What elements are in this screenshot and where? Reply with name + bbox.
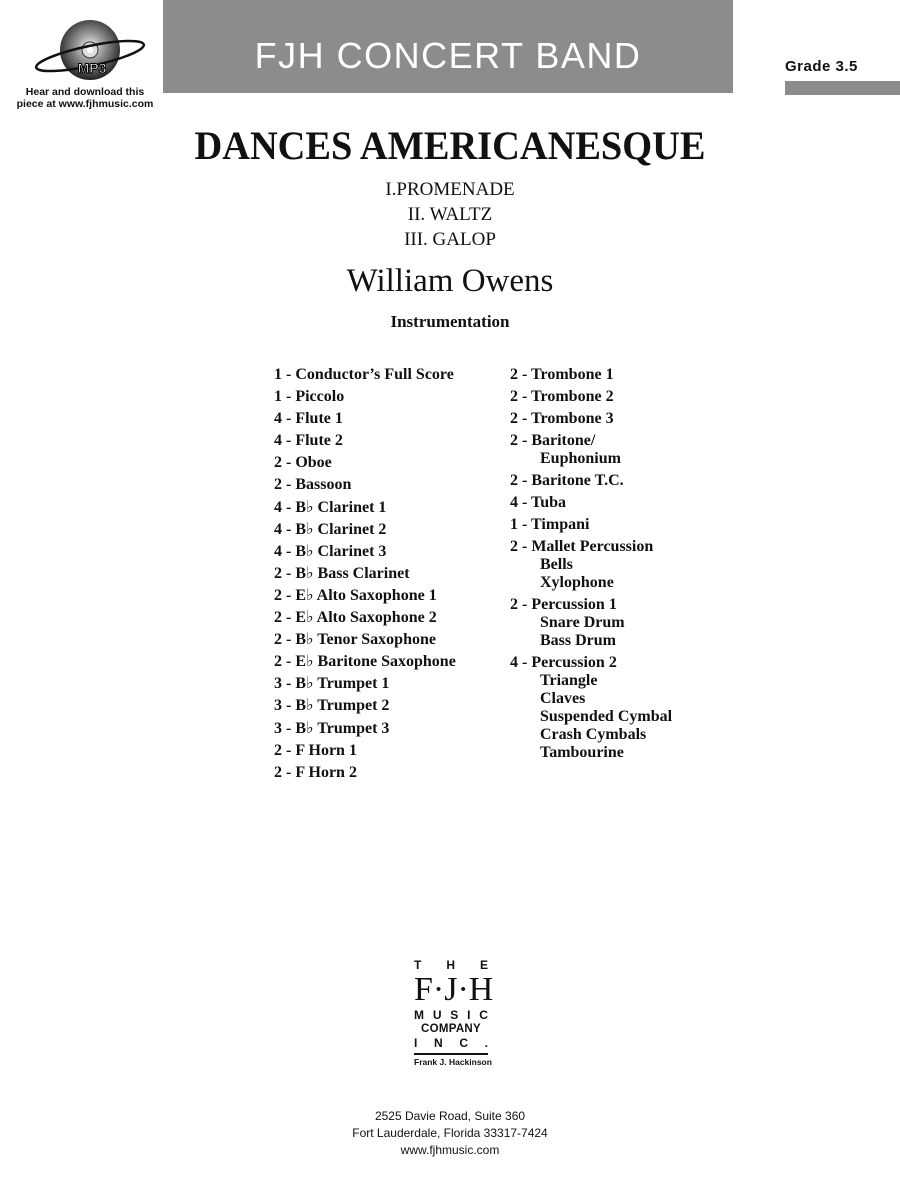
grade-label: Grade 3.5 <box>785 58 858 75</box>
instrument-subitem: Tambourine <box>540 744 624 761</box>
series-banner <box>163 0 733 93</box>
instrument-item: 1 - Conductor’s Full Score <box>274 366 454 383</box>
instrument-item: 2 - Baritone T.C. <box>510 472 624 489</box>
logo-rule <box>414 1053 488 1055</box>
movement-3: III. GALOP <box>404 229 496 250</box>
instrument-item: 3 - B♭ Trumpet 3 <box>274 719 390 737</box>
movement-2: II. WALTZ <box>407 204 493 225</box>
mp3-label: MP3 <box>77 60 107 76</box>
instrument-item: 2 - Trombone 1 <box>510 366 614 383</box>
work-title: DANCES AMERICANESQUE <box>194 123 706 168</box>
address-website: www.fjhmusic.com <box>400 1143 500 1157</box>
instrument-group <box>510 538 740 594</box>
instrument-item: 4 - B♭ Clarinet 1 <box>274 498 387 516</box>
instrument-group <box>510 492 740 514</box>
instrument-item: 2 - Oboe <box>274 454 332 472</box>
instrument-group <box>510 514 740 536</box>
instrument-item: 2 - Trombone 2 <box>510 388 614 405</box>
instrument-item: 3 - B♭ Trumpet 2 <box>274 697 390 715</box>
instrument-item: 2 - Trombone 3 <box>510 410 614 427</box>
logo-founder: Frank J. Hackinson <box>414 1057 492 1067</box>
instrument-subitem: Snare Drum <box>540 614 625 631</box>
instrumentation-right-column <box>510 364 740 764</box>
logo-the: T H E <box>414 958 488 972</box>
instrument-item: 4 - Tuba <box>510 494 567 511</box>
instrument-group <box>510 408 740 430</box>
mp3-download-note <box>10 86 160 110</box>
mp3-disc-icon <box>30 20 150 84</box>
instrument-subitem: Claves <box>540 690 586 707</box>
instrument-item: 4 - Percussion 2 <box>510 654 617 671</box>
instrumentation-heading: Instrumentation <box>390 312 510 331</box>
instrument-item: 2 - B♭ Bass Clarinet <box>274 564 410 582</box>
instrument-item: 2 - E♭ Baritone Saxophone <box>274 653 456 671</box>
logo-fjh: F·J·H <box>414 971 494 1008</box>
instrument-item: 2 - Percussion 1 <box>510 596 617 613</box>
instrument-subitem: Suspended Cymbal <box>540 708 673 725</box>
logo-music: M U S I C <box>414 1008 488 1022</box>
instrument-item: 2 - Baritone/ <box>510 432 596 449</box>
instrument-item: 2 - Mallet Percussion <box>510 538 654 555</box>
instrument-item: 1 - Piccolo <box>274 388 345 406</box>
instrument-group <box>510 596 740 652</box>
instrument-item: 2 - F Horn 1 <box>274 741 357 759</box>
instrument-subitem: Triangle <box>540 672 598 689</box>
instrument-item: 4 - Flute 2 <box>274 432 343 450</box>
instrument-subitem: Crash Cymbals <box>540 726 647 743</box>
instrument-group <box>510 654 740 764</box>
mp3-note-line2: piece at www.fjhmusic.com <box>16 98 154 110</box>
instrument-subitem: Bass Drum <box>540 632 617 649</box>
instrument-item: 4 - B♭ Clarinet 2 <box>274 520 387 538</box>
logo-inc: I N C . <box>414 1036 488 1050</box>
instrument-subitem: Euphonium <box>540 450 621 467</box>
instrument-group <box>510 470 740 492</box>
grade-bar <box>785 81 900 95</box>
instrument-group <box>510 364 740 386</box>
instrument-item: 2 - F Horn 2 <box>274 763 357 781</box>
instrument-subitem: Xylophone <box>540 574 614 591</box>
instrument-item: 2 - Bassoon <box>274 476 352 494</box>
instrument-group <box>510 386 740 408</box>
instrument-item: 4 - B♭ Clarinet 3 <box>274 542 387 560</box>
instrument-group <box>510 432 740 470</box>
series-name: FJH CONCERT BAND <box>254 35 642 76</box>
instrument-item: 4 - Flute 1 <box>274 410 343 428</box>
instrument-item: 1 - Timpani <box>510 516 590 533</box>
movement-1: I.PROMENADE <box>385 179 515 200</box>
mp3-note-line1: Hear and download this <box>25 86 145 98</box>
instrumentation-left-column <box>274 364 510 784</box>
instrument-item: 3 - B♭ Trumpet 1 <box>274 675 390 693</box>
composer-name: William Owens <box>346 263 554 299</box>
logo-company: COMPANY <box>420 1023 482 1035</box>
instrument-item: 2 - E♭ Alto Saxophone 2 <box>274 609 437 627</box>
address-line2: Fort Lauderdale, Florida 33317-7424 <box>352 1126 548 1140</box>
instrument-item: 2 - E♭ Alto Saxophone 1 <box>274 586 437 604</box>
instrument-subitem: Bells <box>540 556 573 573</box>
address-line1: 2525 Davie Road, Suite 360 <box>374 1109 526 1123</box>
publisher-logo <box>414 958 494 1067</box>
instrument-item: 2 - B♭ Tenor Saxophone <box>274 631 436 649</box>
